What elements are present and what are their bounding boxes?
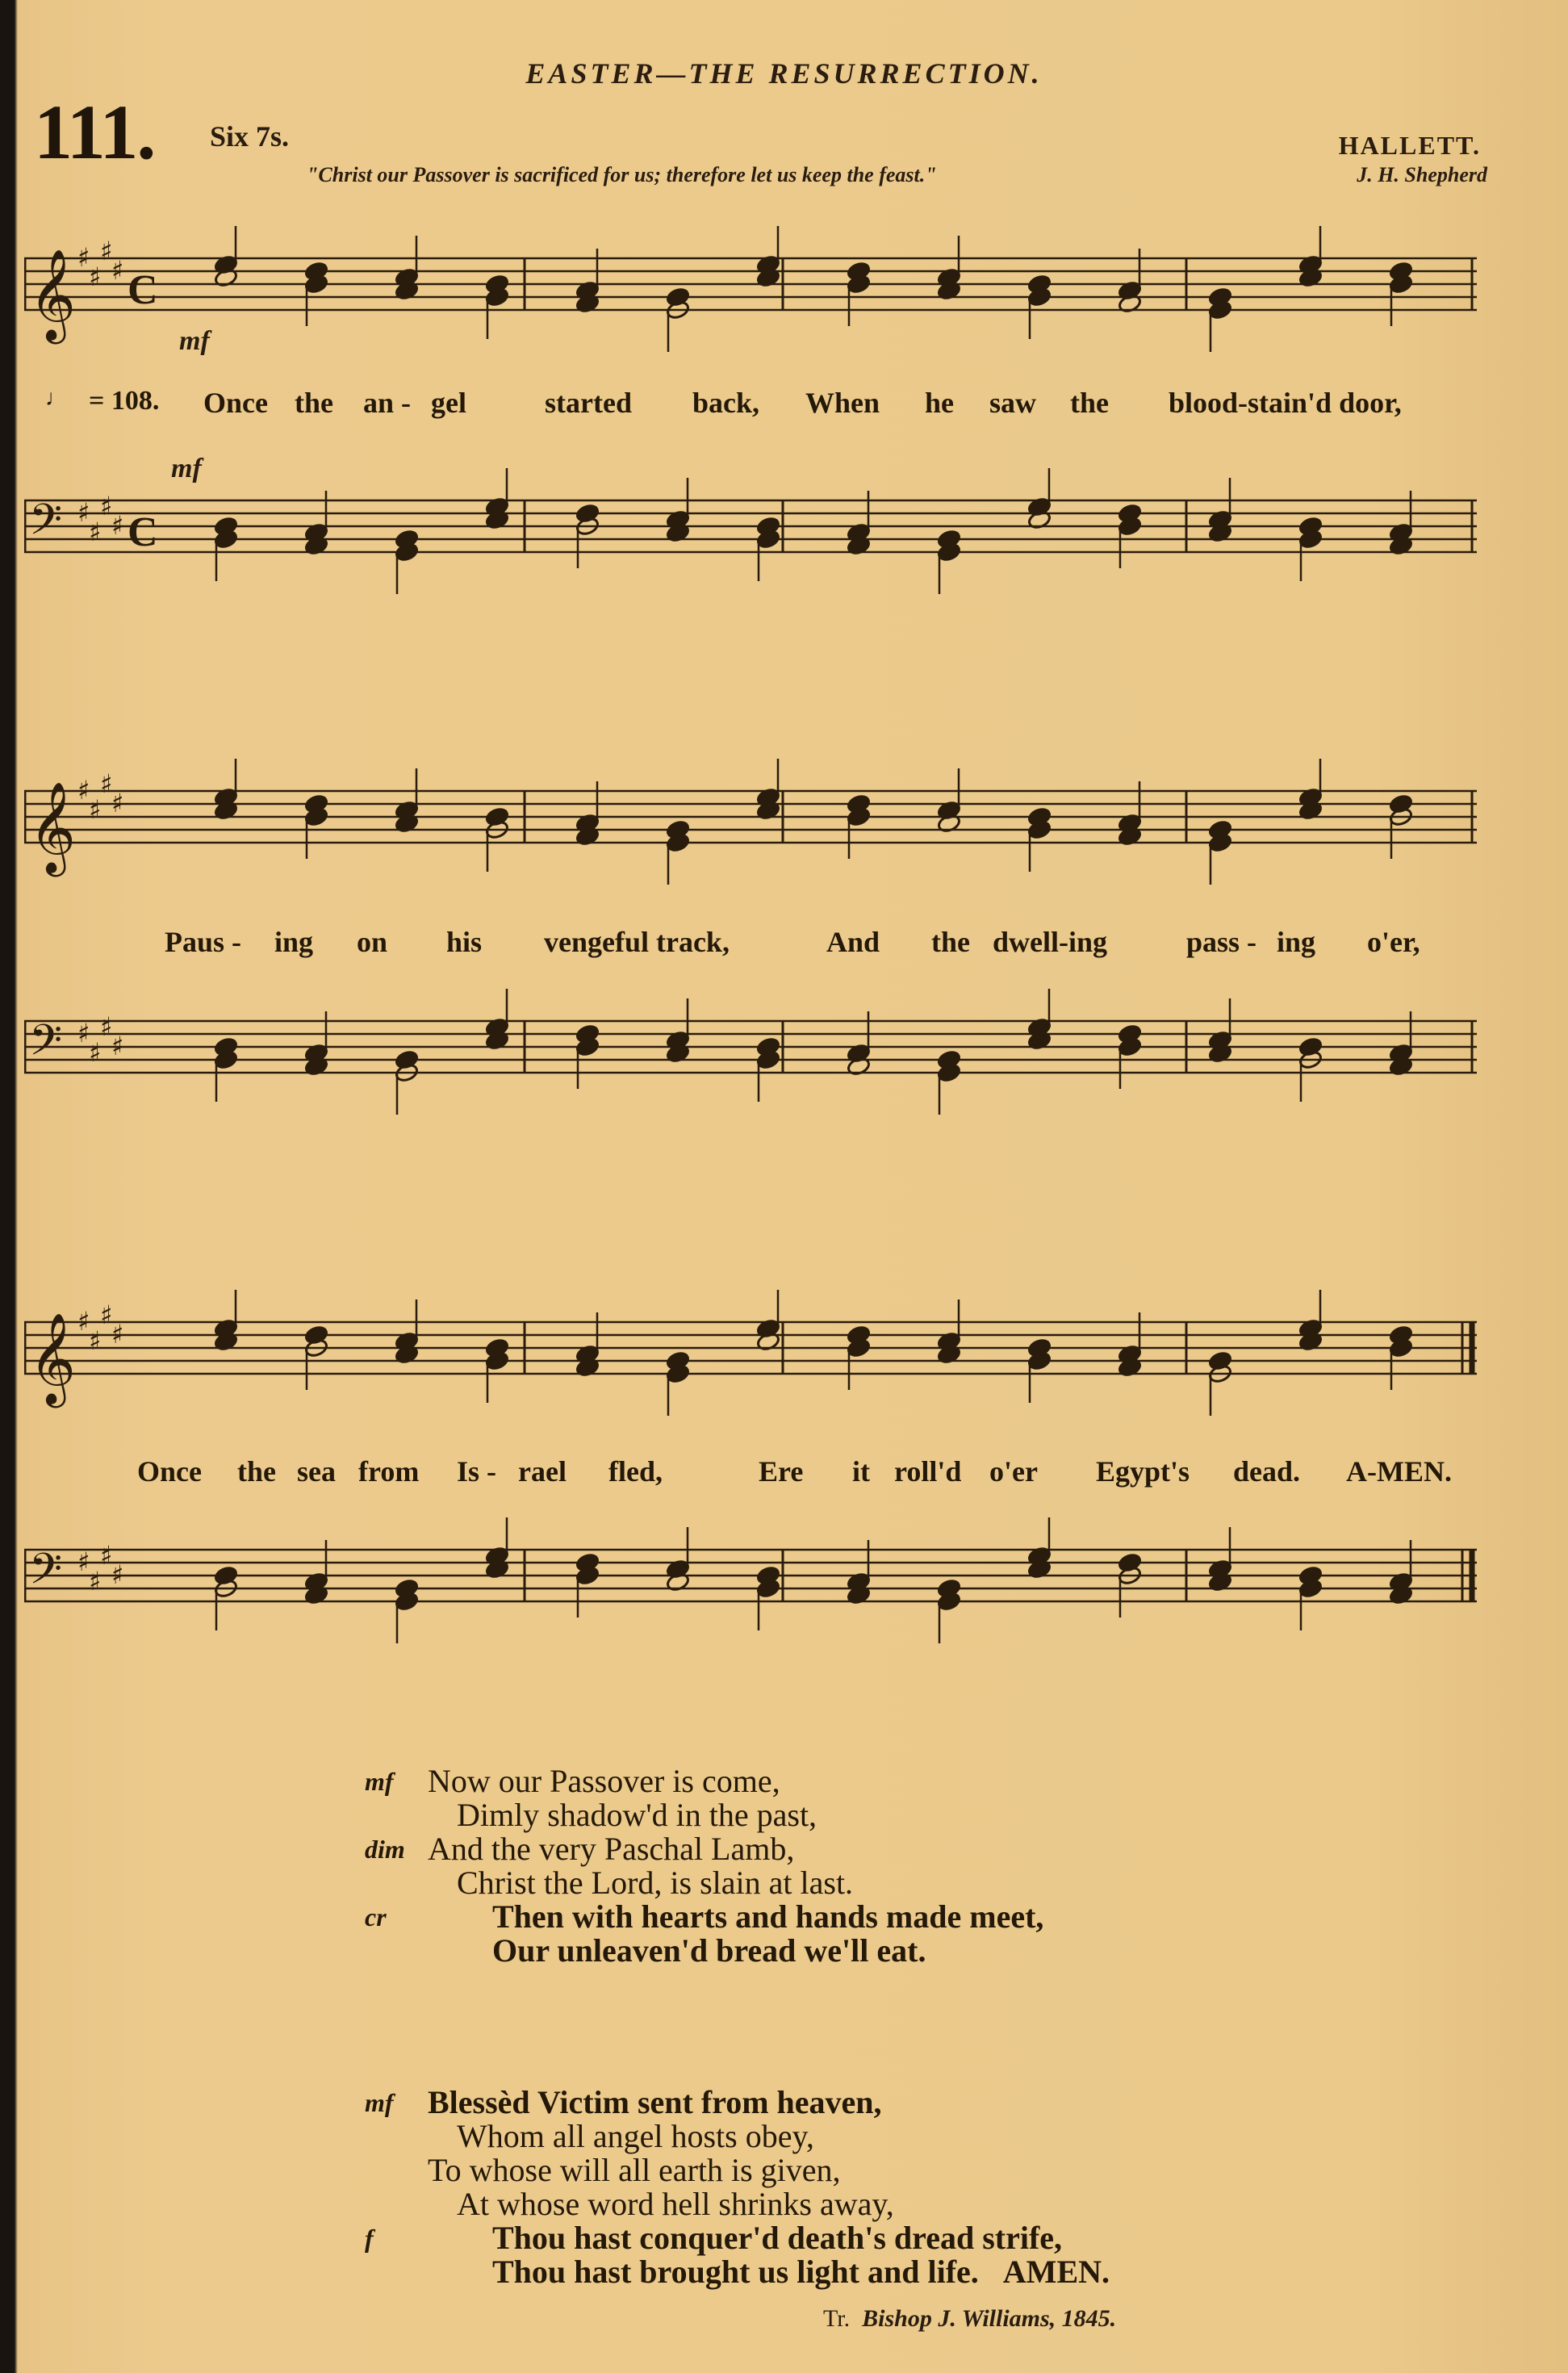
lyric-syllable: blood-stain'd door, xyxy=(1169,387,1402,419)
sharp-icon: ♯ xyxy=(100,1300,113,1330)
verse-2 xyxy=(365,1763,1396,1969)
dynamic-mark: dim xyxy=(365,1835,405,1864)
amen: AMEN. xyxy=(1002,2254,1110,2290)
sharp-icon: ♯ xyxy=(89,794,102,825)
dynamic-mark: mf xyxy=(365,1767,394,1796)
verse-line: Our unleaven'd bread we'll eat. xyxy=(492,1932,926,1969)
lyric-syllable: the xyxy=(931,926,970,958)
lyric-syllable: dead. xyxy=(1233,1455,1301,1488)
lyric-syllable: it xyxy=(852,1455,870,1488)
lyric-syllable: Paus - xyxy=(165,926,242,958)
dynamic-mark: cr xyxy=(365,1902,387,1931)
sharp-icon: ♯ xyxy=(100,768,113,799)
lyric-syllable: saw xyxy=(989,387,1037,419)
lyric-syllable: pass - xyxy=(1186,926,1257,958)
sharp-icon: ♯ xyxy=(111,788,124,818)
sharp-icon: ♯ xyxy=(77,242,90,273)
tune-name: HALLETT. xyxy=(1338,131,1481,160)
treble-staff-3 xyxy=(24,1290,1489,1427)
sharp-icon: ♯ xyxy=(89,1037,102,1068)
bass-clef-icon: 𝄢 xyxy=(29,496,63,555)
sharp-icon: ♯ xyxy=(100,1540,113,1571)
lyric-syllable: on xyxy=(357,926,388,958)
lyric-syllable: o'er xyxy=(989,1455,1038,1488)
lyric-syllable: When xyxy=(805,387,880,419)
verse-line: f Thou hast conquer'd death's dread strife, xyxy=(365,2220,1063,2256)
treble-staff-2 xyxy=(24,759,1489,896)
verse-line: Christ the Lord, is slain at last. xyxy=(457,1864,854,1901)
sharp-icon: ♯ xyxy=(89,262,102,292)
sharp-icon: ♯ xyxy=(111,510,124,541)
lyric-syllable: fled, xyxy=(608,1455,663,1488)
sharp-icon: ♯ xyxy=(111,1319,124,1350)
sharp-icon: ♯ xyxy=(100,236,113,266)
sharp-icon: ♯ xyxy=(77,1018,90,1048)
tempo-marking: = 108. xyxy=(89,386,160,416)
lyric-line-1 xyxy=(24,386,1489,434)
lyric-syllable: the xyxy=(237,1455,276,1488)
sharp-icon: ♯ xyxy=(100,491,113,521)
sharp-icon: ♯ xyxy=(77,1546,90,1577)
treble-staff-1 xyxy=(24,226,1489,363)
lyric-syllable: an - xyxy=(363,387,412,419)
verse-line: Thou hast brought us light and life. AMEN. xyxy=(492,2254,1110,2290)
bass-clef-icon: 𝄢 xyxy=(29,1545,63,1605)
sharp-icon: ♯ xyxy=(111,1031,124,1061)
sharp-icon: ♯ xyxy=(89,517,102,547)
sharp-icon: ♯ xyxy=(111,255,124,286)
lyric-syllable: Once xyxy=(137,1455,202,1488)
metronome-note-icon: ♩ xyxy=(45,386,68,411)
lyric-syllable: he xyxy=(925,387,954,419)
treble-clef-icon: 𝄞 xyxy=(29,1312,76,1404)
verse-line: mf Now our Passover is come, xyxy=(365,1763,780,1799)
sharp-icon: ♯ xyxy=(77,775,90,806)
verse-line: At whose word hell shrinks away, xyxy=(457,2186,894,2222)
verse-3 xyxy=(365,2084,1396,2290)
bass-clef-icon: 𝄢 xyxy=(29,1016,63,1076)
verse-line: dim And the very Paschal Lamb, xyxy=(365,1831,795,1867)
treble-clef-icon: 𝄞 xyxy=(29,249,76,341)
lyric-syllable: roll'd xyxy=(894,1455,962,1488)
lyric-syllable: o'er, xyxy=(1367,926,1420,958)
lyric-syllable: vengeful track, xyxy=(544,926,730,958)
dynamic-mark: mf xyxy=(365,2088,394,2117)
treble-clef-icon: 𝄞 xyxy=(29,781,76,873)
bass-staff-2 xyxy=(24,989,1489,1126)
verse-line: To whose will all earth is given, xyxy=(428,2152,841,2188)
lyric-syllable: Once xyxy=(203,387,268,419)
lyric-syllable: back, xyxy=(692,387,760,419)
sharp-icon: ♯ xyxy=(77,497,90,528)
lyric-syllable: sea xyxy=(297,1455,336,1488)
dynamic-marking-treble: mf xyxy=(179,326,210,356)
hymn-number: 111. xyxy=(34,89,155,175)
sharp-icon: ♯ xyxy=(77,1306,90,1337)
hymn-meter: Six 7s. xyxy=(210,120,290,153)
translator-attribution: Tr. Bishop J. Williams, 1845. xyxy=(823,2305,1117,2332)
sharp-icon: ♯ xyxy=(89,1325,102,1356)
lyric-syllable: Ere xyxy=(759,1455,804,1488)
sharp-icon: ♯ xyxy=(100,1011,113,1042)
lyric-amen: A-MEN. xyxy=(1346,1455,1452,1488)
bass-staff-1 xyxy=(24,468,1489,605)
time-signature-icon: C xyxy=(128,267,158,313)
sharp-icon: ♯ xyxy=(111,1559,124,1590)
lyric-syllable: gel xyxy=(431,387,466,419)
lyric-syllable: rael xyxy=(518,1455,567,1488)
scripture-epigraph: "Christ our Passover is sacrificed for us; therefore let us keep the feast." xyxy=(307,163,937,186)
lyric-syllable: started xyxy=(545,387,632,419)
verse-line: Dimly shadow'd in the past, xyxy=(457,1797,817,1833)
lyric-syllable: And xyxy=(826,926,880,958)
dynamic-mark: f xyxy=(365,2224,374,2253)
dynamic-marking-bass: mf xyxy=(171,454,202,483)
lyric-syllable: ing xyxy=(1277,926,1316,958)
lyric-syllable: the xyxy=(1070,387,1109,419)
page-header: EASTER—THE RESURRECTION. xyxy=(525,57,1043,90)
lyric-syllable: ing xyxy=(274,926,314,958)
bass-staff-3 xyxy=(24,1517,1489,1655)
verse-line: Whom all angel hosts obey, xyxy=(457,2118,814,2154)
composer: J. H. Shepherd xyxy=(1357,163,1487,186)
sharp-icon: ♯ xyxy=(89,1566,102,1597)
lyric-syllable: Is - xyxy=(457,1455,497,1488)
lyric-line-2 xyxy=(24,925,1489,973)
lyric-syllable: from xyxy=(358,1455,420,1488)
verse-line: mf Blessèd Victim sent from heaven, xyxy=(365,2084,882,2120)
lyric-syllable: Egypt's xyxy=(1096,1455,1190,1488)
lyric-syllable: dwell-ing xyxy=(993,926,1108,958)
verse-line: cr Then with hearts and hands made meet, xyxy=(365,1898,1044,1935)
lyric-syllable: the xyxy=(295,387,333,419)
time-signature-icon: C xyxy=(128,509,158,555)
lyric-line-3 xyxy=(24,1454,1489,1503)
lyric-syllable: his xyxy=(446,926,483,958)
